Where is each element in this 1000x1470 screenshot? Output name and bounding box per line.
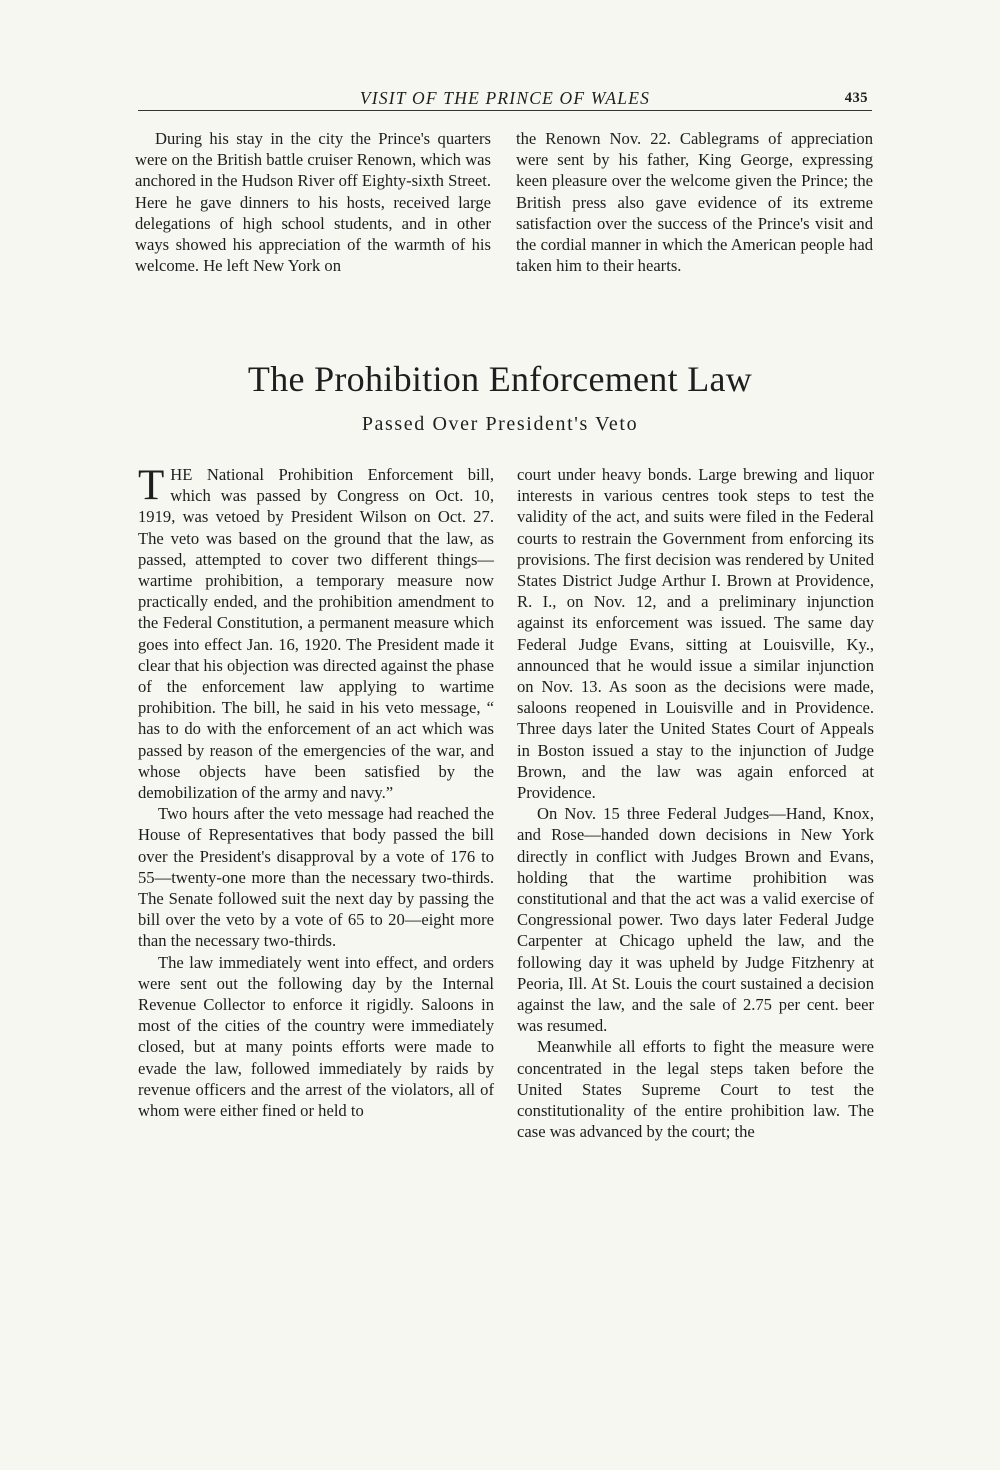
top-left-paragraph: During his stay in the city the Prince's quarters were on the British battle cruiser Renown, which was anchored in the Hudson River off Eighty-sixth Street. Here he gave dinners to his hosts, received large delegations of high school students, and in other ways showed his appreciation of the warmth of his welcome. He left New York on [135, 129, 491, 276]
article-paragraph-5: On Nov. 15 three Federal Judges—Hand, Knox, and Rose—handed down decisions in New York directly in conflict with Judges Brown and Evans, holding that the wartime prohibition was constitutional and that the act was a valid exercise of Congressional power. Two days later Federal Judge Carpenter at Chicago upheld the law, and the following day it was upheld by Judge Fitzhenry at Peoria, Ill. At St. Louis the court sustained a decision against the law, and the sale of 2.75 per cent. beer was resumed. [517, 804, 874, 1036]
article-right-column [517, 464, 874, 1143]
top-left-column [135, 128, 491, 276]
article-paragraph-2: Two hours after the veto message had reached the House of Representatives that body passed the bill over the President's disapproval by a vote of 176 to 55—twenty-one more than the necessary two-thirds. The Senate followed suit the next day by passing the bill over the veto by a vote of 65 to 20—eight more than the necessary two-thirds. [138, 804, 494, 951]
article-paragraph-4: court under heavy bonds. Large brewing and liquor interests in various centres took steps to test the validity of the act, and suits were filed in the Federal courts to restrain the Government from enforcing its provisions. The first decision was rendered by United States District Judge Arthur I. Brown at Providence, R. I., on Nov. 12, and a preliminary injunction against its enforcement was issued. The same day Federal Judge Evans, sitting at Louisville, Ky., announced that he would issue a similar injunction on Nov. 13. As soon as the decisions were made, saloons reopened in Louisville and in Providence. Three days later the United States Court of Appeals in Boston issued a stay to the injunction of Judge Brown, and the law was again enforced at Providence. [517, 465, 874, 803]
top-right-column [516, 128, 873, 276]
running-title: VISIT OF THE PRINCE OF WALES [359, 88, 651, 108]
top-right-paragraph: the Renown Nov. 22. Cablegrams of appreciation were sent by his father, King George, expressing keen pleasure over the welcome given the Prince; the British press also gave evidence of its extreme satisfaction over the success of the Prince's visit and the cordial manner in which the American people had taken him to their hearts. [516, 129, 873, 276]
article-paragraph-3: The law immediately went into effect, and orders were sent out the following day by the Internal Revenue Collector to enforce it rigidly. Saloons in most of the cities of the country were immediately closed, but at many points efforts were made to evade the law, followed immediately by raids by revenue officers and the arrest of the violators, all of whom were either fined or held to [138, 952, 494, 1121]
article-subtitle: Passed Over President's Veto [361, 413, 639, 435]
article-paragraph-1-text: HE National Prohibition Enforcement bill, which was passed by Congress on Oct. 10, 1919, was vetoed by President Wilson on Oct. 27. The veto was based on the ground that the law, as passed, attempted to cover two different things—wartime prohibition, a temporary measure now practically ended, and the prohibition amendment to the Federal Constitution, a permanent measure which goes into effect Jan. 16, 1920. The President made it clear that his objection was directed against the phase of the enforcement law applying to wartime prohibition. The bill, he said in his veto message, “ has to do with the enforcement of an act which was passed by reason of the emergencies of the war, and whose objects have been satisfied by the demobilization of the army and navy.” [138, 465, 494, 803]
page-number: 435 [844, 90, 868, 106]
article-paragraph-1 [138, 464, 494, 803]
running-head [138, 88, 872, 111]
drop-cap: T [138, 462, 165, 509]
article-left-column [138, 464, 494, 1121]
article-paragraph-6: Meanwhile all efforts to fight the measure were concentrated in the legal steps taken before the United States Supreme Court to test the constitutionality of the entire prohibition law. The case was advanced by the court; the [517, 1037, 874, 1142]
article-title: The Prohibition Enforcement Law [247, 359, 753, 399]
